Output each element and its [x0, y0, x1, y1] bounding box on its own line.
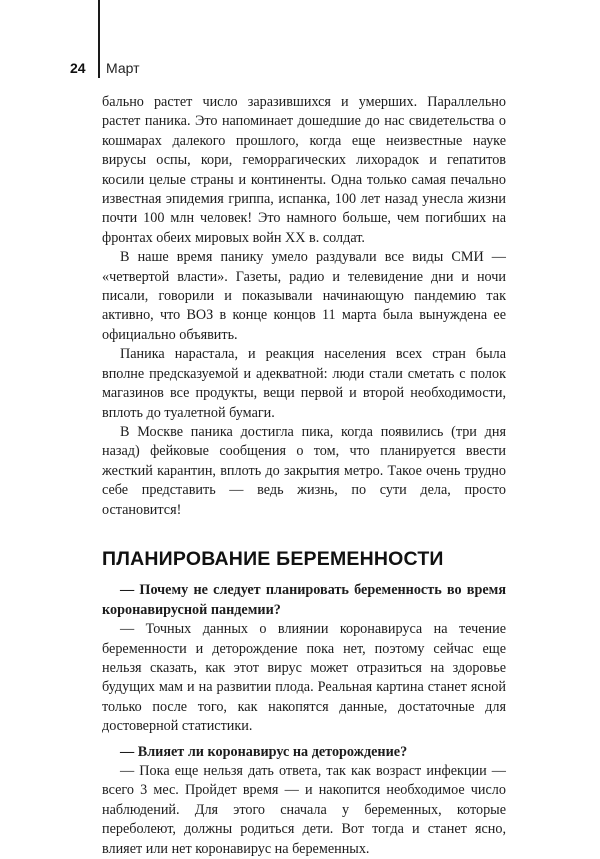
body-paragraph: В наше время панику умело раздували все виды СМИ — «четвертой власти». Газеты, радио и телевидение дни и ночи писали, говорили и показывали начинающую пандемию так активно, что ВОЗ в конце концов 11 марта была вынуждена ее официально объявить.: [102, 249, 506, 343]
body-paragraph: В Москве паника достигла пика, когда появились (три дня назад) фейковые сообщения о том, что планируется ввести жесткий карантин, вплоть до закрытия метро. Такое очень трудно себе представить — ведь жизнь, по сути дела, просто остановится!: [102, 423, 506, 518]
body-paragraph: Паника нарастала, и реакция населения всех стран была вполне предсказуемой и адекватной: люди стали сметать с полок магазинов все продукты, вещи первой и второй необходимости, вплоть до туалетной бумаги.: [102, 346, 506, 421]
section-heading: ПЛАНИРОВАНИЕ БЕРЕМЕННОСТИ: [102, 547, 444, 570]
answer: — Пока еще нельзя дать ответа, так как возраст инфекции — всего 3 мес. Пройдет время — и накопится необходимое число наблюдений. Для этого сначала у беременных, которые переболеют, должны родиться дети. Вот тогда и станет ясно, влияет или нет коронавирус на беременных.: [102, 763, 506, 857]
question: — Почему не следует планировать беременность во время коронавирусной пандемии?: [102, 582, 506, 618]
page-body: [102, 93, 506, 859]
running-header: Март: [106, 60, 140, 76]
page-number: 24: [70, 60, 86, 76]
question: — Влияет ли коронавирус на деторождение?: [120, 743, 408, 760]
body-paragraph: бально растет число заразившихся и умерших. Параллельно растет паника. Это напоминает дошедшие до нас свидетельства о кошмарах далекого прошлого, когда еще неизвестные науке вирусы оспы, кори, геморрагических лихорадок и гепатитов косили целые страны и континенты. Одна только самая печально известная эпидемия гриппа, испанка, 100 лет назад унесла жизни почти 100 млн человек! Это намного больше, чем погибших на фронтах обеих мировых войн ХХ в. солдат.: [102, 94, 506, 246]
header-rule: [98, 0, 100, 78]
answer: — Точных данных о влиянии коронавируса на течение беременности и деторождение пока нет, поэтому сейчас еще нельзя сказать, как этот вирус может отразиться на здоровье будущих мам и на развитии плода. Реальная картина станет ясной только после того, как накопятся данные, достаточные для достоверной статистики.: [102, 621, 506, 735]
